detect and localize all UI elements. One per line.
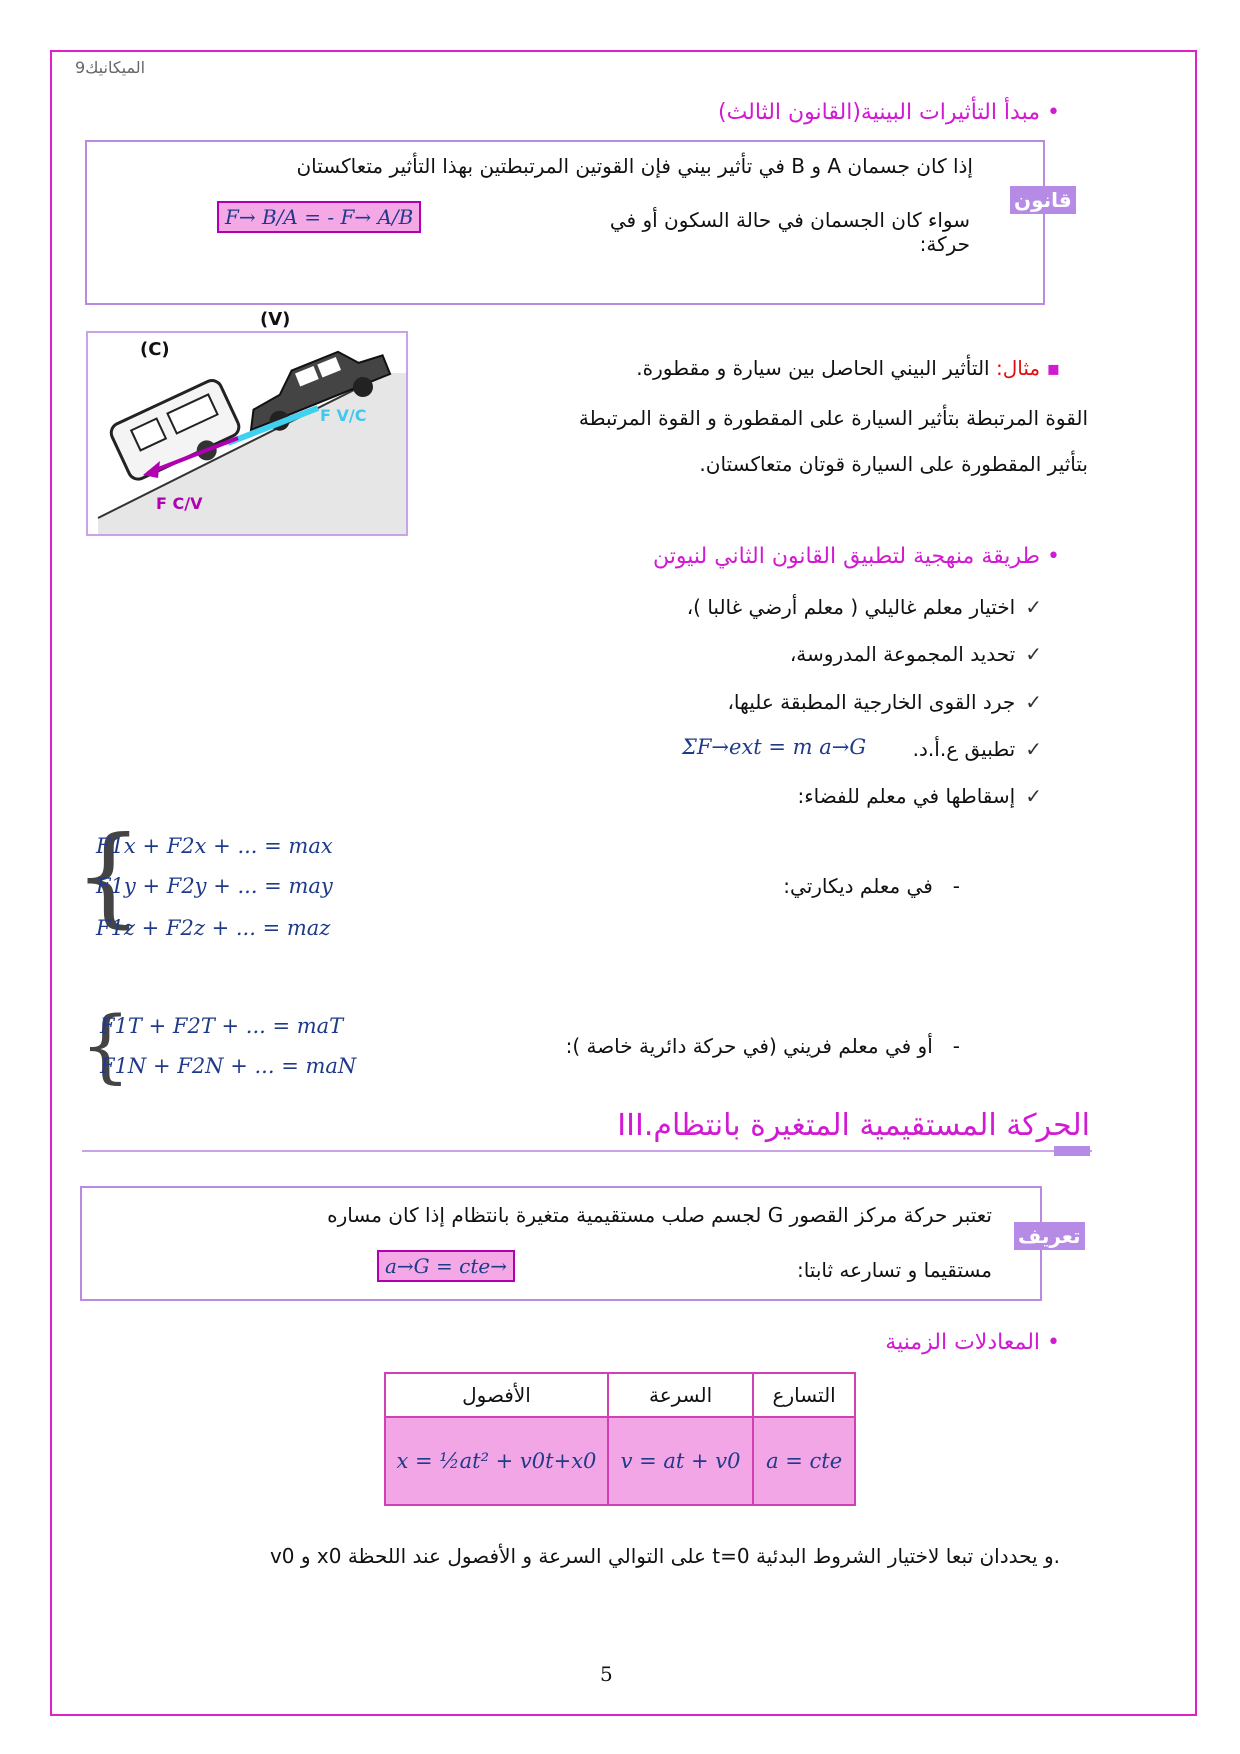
header-velocity: السرعة (608, 1373, 753, 1417)
section-3-title (390, 1108, 1090, 1143)
square-bullet-icon: ▪ (1046, 356, 1060, 380)
time-equations-heading (460, 1330, 1060, 1355)
definition-tag: تعريف (1014, 1222, 1085, 1250)
header-label: 9الميكانيك (75, 58, 146, 77)
section-underline-accent (1054, 1146, 1090, 1156)
method-heading (360, 544, 1060, 569)
label-force-c-v: F C/V (156, 494, 203, 513)
definition-formula: a→G = cte→ (377, 1250, 515, 1282)
label-v: (V) (260, 309, 291, 330)
check-icon: ✓ (1025, 784, 1042, 808)
cartesian-eq-z: F1z + F2z + ... = maz (96, 916, 331, 940)
cartesian-label (560, 874, 960, 898)
value-position: x = ½at² + v0t+x0 (385, 1417, 608, 1505)
method-step-5-text: إسقاطها في معلم للفضاء: (797, 784, 1016, 808)
value-acceleration: a = cte (753, 1417, 855, 1505)
footer-note: v0 و x0 على التوالي السرعة و الأفصول عند اللحظة t=0 و يحددان تبعا لاختيار الشروط البدئية. (269, 1544, 1060, 1568)
label-force-v-c: F V/C (320, 406, 367, 425)
law-formula: F→ B/A = - F→ A/B (217, 201, 421, 233)
method-step-1 (442, 595, 1042, 619)
example-line-3: بتأثير المقطورة على السيارة قوتان متعاكستان. (699, 452, 1088, 476)
page-number: 5 (600, 1662, 613, 1686)
frenet-eq-t: F1T + F2T + ... = maT (100, 1014, 344, 1038)
frenet-label-text: أو في معلم فريني (في حركة دائرية خاصة ): (565, 1034, 933, 1058)
label-c: (C) (140, 339, 170, 360)
frenet-brace: { (80, 999, 131, 1092)
law-line-1: إذا كان جسمان A و B في تأثير بيني فإن القوتين المرتبطتين بهذا التأثير متعاكستان (296, 154, 973, 178)
method-step-1-text: اختيار معلم غاليلي ( معلم أرضي غالبا )، (686, 595, 1016, 619)
definition-line-1: تعتبر حركة مركز القصور G لجسم صلب مستقيمية متغيرة بانتظام إذا كان مساره (327, 1203, 992, 1227)
cartesian-eq-x: F1x + F2x + ... = max (96, 834, 333, 858)
method-step-2-text: تحديد المجموعة المدروسة، (789, 642, 1016, 666)
value-velocity: v = at + v0 (608, 1417, 753, 1505)
third-law-heading (718, 100, 1060, 125)
newton-second-law-formula: ΣF→ext = m a→G (682, 735, 867, 759)
dash-icon: - (952, 874, 960, 898)
method-heading-text: طريقة منهجية لتطبيق القانون الثاني لنيوتن (653, 544, 1041, 569)
time-equations-table (384, 1372, 856, 1506)
method-step-4-text: تطبيق ع.أ.د. (912, 737, 1016, 761)
method-step-2 (442, 642, 1042, 666)
frenet-eq-n: F1N + F2N + ... = maN (100, 1054, 357, 1078)
example-figure (86, 309, 408, 536)
law-line-2: سواء كان الجسمان في حالة السكون أو في حركة: (609, 208, 970, 256)
third-law-heading-text: مبدأ التأثيرات البينية(القانون الثالث) (717, 100, 1041, 125)
check-icon: ✓ (1025, 737, 1042, 761)
method-step-3-text: جرد القوى الخارجية المطبقة عليها، (727, 690, 1016, 714)
example-line-1-text: التأثير البيني الحاصل بين سيارة و مقطورة. (636, 356, 990, 380)
dash-icon: - (952, 1034, 960, 1058)
cartesian-brace: { (74, 814, 143, 939)
bullet-icon: • (1047, 1330, 1060, 1355)
section-underline (82, 1150, 1092, 1152)
header-position: الأفصول (385, 1373, 608, 1417)
example-line-1 (410, 356, 1060, 380)
bullet-icon: • (1047, 100, 1060, 125)
bullet-icon: • (1047, 544, 1060, 569)
example-line-2: القوة المرتبطة بتأثير السيارة على المقطورة و القوة المرتبطة (578, 406, 1088, 430)
time-equations-heading-text: المعادلات الزمنية (885, 1330, 1041, 1355)
example-label: مثال: (995, 356, 1041, 380)
section-3-number: III. (617, 1108, 654, 1143)
cartesian-eq-y: F1y + F2y + ... = may (96, 874, 333, 898)
header-acceleration: التسارع (753, 1373, 855, 1417)
law-tag: قانون (1010, 186, 1076, 214)
definition-line-2: مستقيما و تسارعه ثابتا: (796, 1258, 992, 1282)
check-icon: ✓ (1025, 595, 1042, 619)
cartesian-label-text: في معلم ديكارتي: (783, 874, 933, 898)
table-value-row (385, 1417, 855, 1505)
check-icon: ✓ (1025, 690, 1042, 714)
method-step-3 (442, 690, 1042, 714)
check-icon: ✓ (1025, 642, 1042, 666)
table-header-row (385, 1373, 855, 1417)
frenet-label (400, 1034, 960, 1058)
car-trailer-illustration (88, 309, 406, 534)
section-3-title-text: الحركة المستقيمية المتغيرة بانتظام (653, 1108, 1090, 1143)
method-step-5 (442, 784, 1042, 808)
